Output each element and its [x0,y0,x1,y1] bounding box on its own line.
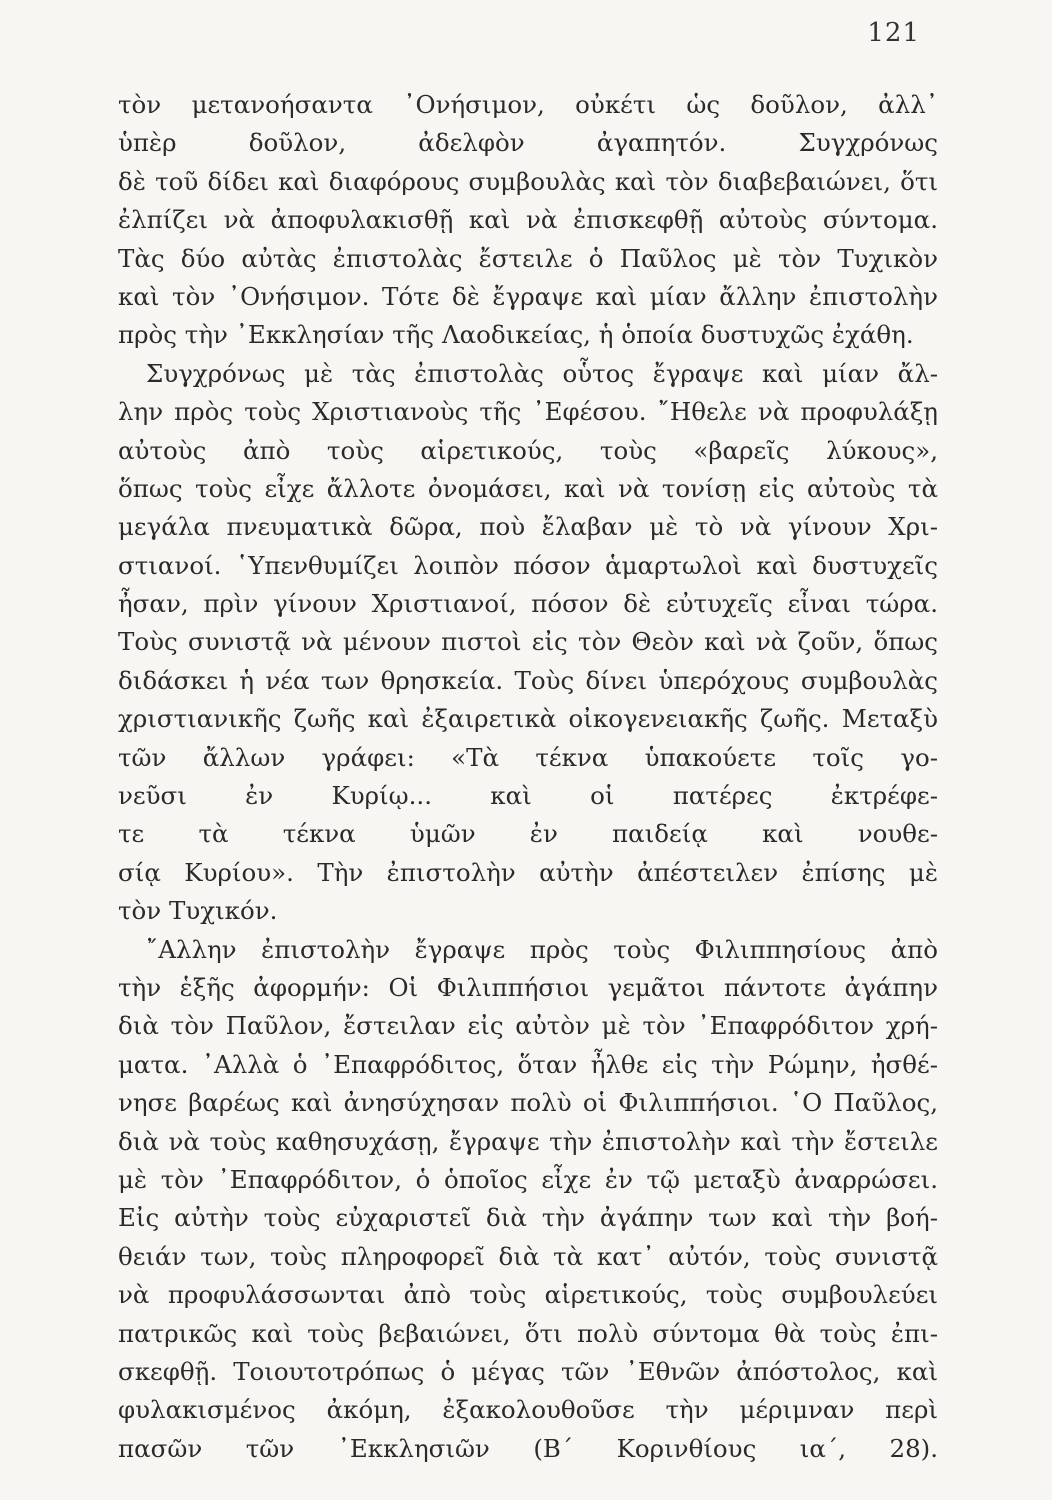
text-line: σίᾳ Κυρίου». Τὴν ἐπιστολὴν αὐτὴν ἀπέστειλεν ἐπίσης μὲ [118,857,938,887]
text-line: στιανοί. ῾Υπενθυμίζει λοιπὸν πόσον ἁμαρτωλοὶ καὶ δυστυχεῖς [118,550,938,580]
text-line: χριστιανικῆς ζωῆς καὶ ἐξαιρετικὰ οἰκογενειακῆς ζωῆς. Μεταξὺ [118,704,938,734]
text-line: τῶν ἄλλων γράφει: «Τὰ τέκνα ὑπακούετε τοῖς γο- [118,742,938,772]
text-line: νησε βαρέως καὶ ἀνησύχησαν πολὺ οἱ Φιλιππήσιοι. ῾Ο Παῦλος, [118,1088,938,1118]
page-number: 121 [867,18,920,48]
text-line: μεγάλα πνευματικὰ δῶρα, ποὺ ἔλαβαν μὲ τὸ νὰ γίνουν Χρι- [118,512,938,542]
text-line: νὰ προφυλάσσωνται ἀπὸ τοὺς αἱρετικούς, τοὺς συμβουλεύει [118,1280,938,1310]
text-line: τὸν μετανοήσαντα ᾿Ονήσιμον, οὐκέτι ὡς δοῦλον, ἀλλ᾿ [118,90,938,119]
text-line: ἐλπίζει νὰ ἀποφυλακισθῇ καὶ νὰ ἐπισκεφθῇ αὐτοὺς σύντομα. [118,205,938,235]
text-line: ματα. ᾿Αλλὰ ὁ ᾿Επαφρόδιτος, ὅταν ἦλθε εἰς τὴν Ρώμην, ἠσθέ- [118,1049,938,1079]
text-line: διὰ τὸν Παῦλον, ἔστειλαν εἰς αὐτὸν μὲ τὸν ᾿Επαφρόδιτον χρή- [118,1011,938,1041]
text-line: πατρικῶς καὶ τοὺς βεβαιώνει, ὅτι πολὺ σύντομα θὰ τοὺς ἐπι- [118,1318,938,1348]
text-line: φυλακισμένος ἀκόμη, ἐξακολουθοῦσε τὴν μέριμναν περὶ [118,1395,938,1425]
text-line: θειάν των, τοὺς πληροφορεῖ διὰ τὰ κατ᾿ αὐτόν, τοὺς συνιστᾷ [118,1241,938,1271]
text-line: τε τὰ τέκνα ὑμῶν ἐν παιδείᾳ καὶ νουθε- [118,819,938,849]
text-line: διὰ νὰ τοὺς καθησυχάσῃ, ἔγραψε τὴν ἐπιστολὴν καὶ τὴν ἔστειλε [118,1126,938,1156]
text-line: λην πρὸς τοὺς Χριστιανοὺς τῆς ᾿Εφέσου. ῎Ηθελε νὰ προφυλάξῃ [118,397,938,427]
text-line: πασῶν τῶν ᾿Εκκλησιῶν (Β΄ Κορινθίους ια΄, 28). [118,1433,938,1463]
text-line: δὲ τοῦ δίδει καὶ διαφόρους συμβουλὰς καὶ τὸν διαβεβαιώνει, ὅτι [118,166,938,196]
text-line: τὴν ἑξῆς ἀφορμήν: Οἱ Φιλιππήσιοι γεμᾶτοι πάντοτε ἀγάπην [118,972,938,1002]
text-line: ὑπὲρ δοῦλον, ἀδελφὸν ἀγαπητόν. Συγχρόνως [118,128,938,158]
text-line: Τὰς δύο αὐτὰς ἐπιστολὰς ἔστειλε ὁ Παῦλος μὲ τὸν Τυχικὸν [118,243,938,273]
text-line: καὶ τὸν ᾿Ονήσιμον. Τότε δὲ ἔγραψε καὶ μίαν ἄλλην ἐπιστολὴν [118,281,938,311]
text-line: νεῦσι ἐν Κυρίῳ... καὶ οἱ πατέρες ἐκτρέφε- [118,781,938,811]
text-line: ὅπως τοὺς εἶχε ἄλλοτε ὀνομάσει, καὶ νὰ τονίσῃ εἰς αὐτοὺς τὰ [118,473,938,503]
text-line: Εἰς αὐτὴν τοὺς εὐχαριστεῖ διὰ τὴν ἀγάπην των καὶ τὴν βοή- [118,1203,938,1233]
text-line: σκεφθῇ. Τοιουτοτρόπως ὁ μέγας τῶν ᾿Εθνῶν ἀπόστολος, καὶ [118,1356,938,1386]
body-text [118,86,938,1468]
text-line: αὐτοὺς ἀπὸ τοὺς αἱρετικούς, τοὺς «βαρεῖς λύκους», [118,435,938,465]
text-line: Τοὺς συνιστᾷ νὰ μένουν πιστοὶ εἰς τὸν Θεὸν καὶ νὰ ζοῦν, ὅπως [118,627,938,657]
text-line: ῎Αλλην ἐπιστολὴν ἔγραψε πρὸς τοὺς Φιλιππησίους ἀπὸ [146,934,938,964]
text-line: διδάσκει ἡ νέα των θρησκεία. Τοὺς δίνει ὑπερόχους συμβουλὰς [118,665,938,695]
text-line: μὲ τὸν ᾿Επαφρόδιτον, ὁ ὁποῖος εἶχε ἐν τῷ μεταξὺ ἀναρρώσει. [118,1164,938,1194]
text-line: πρὸς τὴν ᾿Εκκλησίαν τῆς Λαοδικείας, ἡ ὁποία δυστυχῶς ἐχάθη. [118,320,914,350]
text-line: τὸν Τυχικόν. [118,896,278,926]
text-line: Συγχρόνως μὲ τὰς ἐπιστολὰς οὗτος ἔγραψε καὶ μίαν ἄλ- [146,358,938,388]
text-line: ἦσαν, πρὶν γίνουν Χριστιανοί, πόσον δὲ εὐτυχεῖς εἶναι τώρα. [118,589,938,619]
